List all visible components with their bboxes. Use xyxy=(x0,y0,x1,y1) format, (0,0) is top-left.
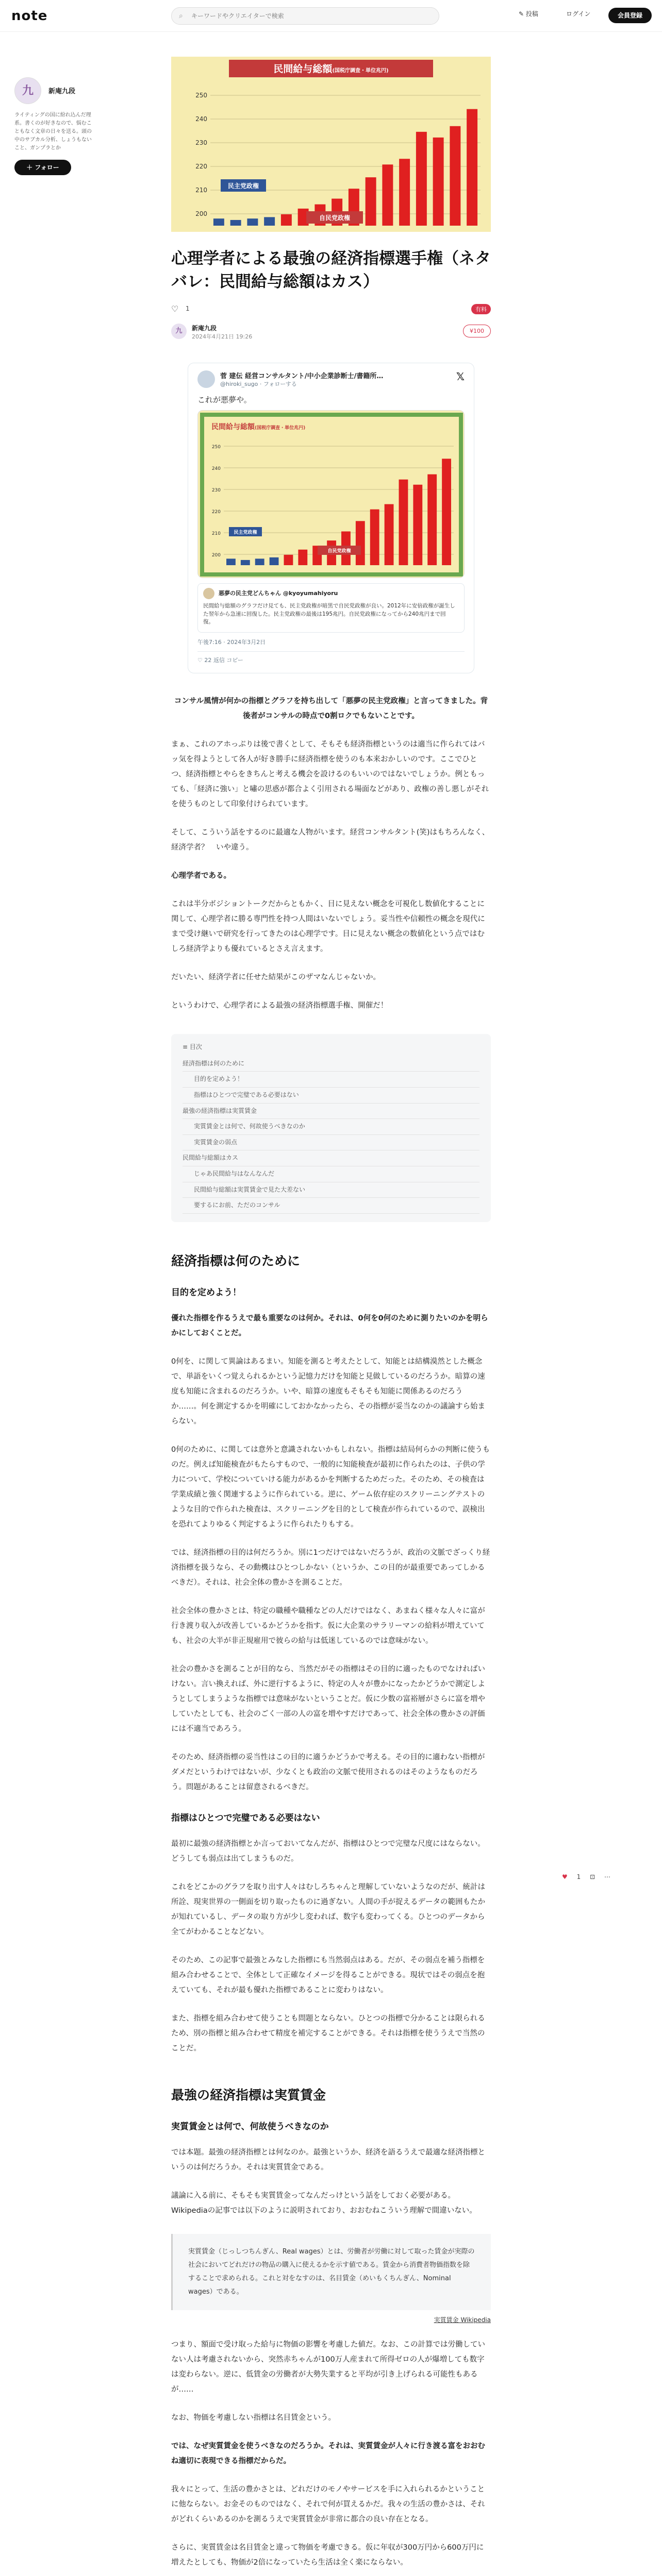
toc-item[interactable]: 経済指標は何のために xyxy=(183,1056,479,1072)
hero-bars xyxy=(213,109,477,226)
heart-icon[interactable]: ♡ xyxy=(171,303,179,314)
intro-paragraph-3: そして、こういう話をするのに最適な人物がいます。経営コンサルタント(笑)はもちろんなく、経済学者？ いや違う。 xyxy=(171,828,490,852)
tick-label: 250 xyxy=(195,92,207,99)
s1-paragraph-6: 社会の豊かさを測ることが目的なら、当然だがその指標はその目的に適ったものでなければいけない。言い換えれば、外に逆行するように、特定の人々が豊かになったかどうかで測定しようとしてしまうような指標では意味がないということだ。仮に少数の富裕層がさらに富を増やしていたとしても、社会のごく一部の人の富を増やすだけであって、社会全体の豊かさの評価には不適当であろう。 xyxy=(171,1665,485,1733)
ldp-label: 自民党政権 xyxy=(319,214,351,222)
quoted-avatar xyxy=(203,588,214,599)
s2-paragraph-3: つまり、額面で受け取った給与に物価の影響を考慮した値だ。なお、この計算では労働していない人は考慮されないから、突然赤ちゃんが100万人産まれて所得ゼロの人が爆増しても数字は変わらない。逆に、低賃金の労働者が大勢失業すると平均が引き上げられる可能性もあるが…… xyxy=(171,2340,485,2394)
search-icon: ⌕ xyxy=(179,12,183,20)
s2-paragraph-2: 議論に入る前に、そもそも実質賃金ってなんだっけという話をしておく必要がある。Wikipediaの記事では以下のように説明されており、おおむねこういう理解で間違いない。 xyxy=(171,2191,477,2215)
hero-title: 民間給与総額(国税庁調査・単位兆円) xyxy=(273,63,389,75)
chart-bar xyxy=(264,217,275,226)
chart-bar xyxy=(241,560,250,565)
author-sidebar xyxy=(14,77,92,175)
toc-item[interactable]: 実質賃金の弱点 xyxy=(183,1135,479,1151)
tick-label: 200 xyxy=(211,552,221,558)
chart-bar xyxy=(230,220,241,226)
tick-label: 220 xyxy=(195,163,207,170)
chart-bar xyxy=(433,138,444,226)
toc-item[interactable]: 目的を定めよう！ xyxy=(183,1072,479,1088)
note-logo[interactable]: note xyxy=(11,8,48,24)
publish-date: 2024年4月21日 19:26 xyxy=(192,333,253,340)
chart-bar xyxy=(399,480,408,565)
table-of-contents xyxy=(171,1034,491,1222)
signup-button[interactable]: 会員登録 xyxy=(608,8,652,23)
chart-bar xyxy=(370,510,379,565)
tick-label: 220 xyxy=(211,509,221,515)
chart-bar xyxy=(298,550,307,565)
floating-heart-icon[interactable]: ♥ xyxy=(562,1873,568,1880)
search-box[interactable] xyxy=(171,7,439,25)
chart-bar xyxy=(450,126,460,226)
chart-bar xyxy=(413,485,422,565)
s2-paragraph-7: さらに、実質賃金は名目賃金と違って物価を考慮できる。仮に年収が300万円から600万円に増えたとしても、物価が2倍になっていたら生活は全く楽にならない。 xyxy=(171,2543,484,2567)
article-title: 心理学者による最強の経済指標選手権（ネタバレ：民間給与総額はカス） xyxy=(171,249,491,291)
quote-source-link[interactable]: 実質賃金 Wikipedia xyxy=(434,2316,491,2324)
top-navigation-bar xyxy=(0,0,662,32)
toc-item[interactable]: 要するにお前、ただのコンサル xyxy=(183,1198,479,1214)
toc-item[interactable]: 民間給与総額はカス xyxy=(183,1150,479,1166)
intro-paragraph-5: これは半分ボジショントークだからともかく、目に見えない概念を可視化し数値化することに関して、心理学者に勝る専門性を持つ人間はいないでしょう。妥当性や信頼性の概念を現代にまで受け継いで研究を行ってきたのは心理学です。目に見えない概念の数値化という点ではむしろ経済学よりも優れているとさえ言えます。 xyxy=(171,900,485,953)
tick-label: 230 xyxy=(195,139,207,146)
s2-paragraph-6: 我々にとって、生活の豊かさとは、どれだけのモノやサービスを手に入れられるかということに他ならない。お金そのものではなく、それで何が買えるかだ。我々の生活の豊かさは、それがどれくらいあるのかを測るうえで実質賃金が非常に都合の良い存在となる。 xyxy=(171,2485,485,2523)
toc-heading xyxy=(183,1042,479,1051)
paid-badge: 有料 xyxy=(471,304,491,314)
s1-paragraph-4: では、経済指標の目的は何だろうか。別に1つだけではないだろうが、政治の文脈でざっくり経済指標を扱うなら、その動機はひとつしかない（というか、この目的が最重要であってしかるべきだ）。それは、社会全体の豊かさを測ることだ。 xyxy=(171,1548,490,1587)
chart-bar xyxy=(467,109,477,226)
tick-label: 250 xyxy=(211,444,221,450)
hero-chart-svg xyxy=(171,57,491,232)
intro-paragraph-6: だいたい、経済学者に任せた結果がこのザマなんじゃないか。 xyxy=(171,973,380,981)
toc-item[interactable]: 指標はひとつで完璧である必要はない xyxy=(183,1088,479,1104)
embedded-tweet[interactable] xyxy=(188,363,474,673)
tweet-chart-title: 民間給与総額(国税庁調査・単位兆円) xyxy=(211,422,306,431)
s1-paragraph-2: 0何を、に関して異論はあるまい。知能を測ると考えたとして、知能とは結構漠然とした概念で、単語をいくつ覚えられるかという記憶力だけを知能と見做しているのだろうか。暗算の速度も知能に含まれるのだろうか。いや、暗算の速度もそもそも知能に関係あるのだろうか……。何を測定するかを明確にしておかなかったら、その指標が妥当なのかの議論すら始まらない。 xyxy=(171,1357,485,1426)
search-input[interactable] xyxy=(191,8,434,24)
tweet-dpj-label: 民主党政権 xyxy=(234,530,257,535)
tick-label: 240 xyxy=(195,115,207,123)
chart-bar xyxy=(442,459,451,565)
s1-paragraph-11: また、指標を組み合わせて使うことも問題とならない。ひとつの指標で分かることは限られるため、別の指標と組み合わせて精度を補完することができる。それは指標を使ううえで当然のことだ。 xyxy=(171,2014,485,2053)
chart-bar xyxy=(255,558,264,565)
tweet-chart-svg xyxy=(198,411,465,578)
intro-paragraph-1: コンサル風情が何かの指標とグラフを持ち出して「悪夢の民主党政権」と言ってきました。背後者がコンサルの時点で0割ロクでもないことです。 xyxy=(174,697,488,720)
tweet-ldp-label: 自民党政権 xyxy=(327,548,351,554)
chart-bar xyxy=(284,555,293,565)
intro-paragraph-4: 心理学者である。 xyxy=(171,871,231,880)
subheading-2a: 実質賃金とは何で、何故使うべきなのか xyxy=(171,2121,329,2132)
toc-item[interactable]: 最強の経済指標は実質賃金 xyxy=(183,1104,479,1120)
s1-paragraph-9: これをどこかのグラフを取り出す人々はむしろちゃんと理解していないようなのだが、統計は所詮、現実世界の一側面を切り取ったものに過ぎない。人間の手が捉えるデータの範囲もたかが知れているし、データの取り方が少し変われば、数字も変わってくる。ひとつのデータから全てがわかることなどない。 xyxy=(171,1883,485,1936)
tick-label: 210 xyxy=(211,531,221,536)
post-button[interactable] xyxy=(519,9,538,18)
list-icon: ≡ xyxy=(183,1043,190,1050)
toc-item[interactable]: 実質賃金とは何で、何故使うべきなのか xyxy=(183,1119,479,1135)
chart-bar xyxy=(427,474,437,565)
tweet-text: これが悪夢や。 xyxy=(197,395,252,404)
s1-paragraph-5: 社会全体の豊かさとは、特定の職種や職種などの人だけではなく、あまねく様々な人々に富が行き渡り収入が改善しているかどうかを指す。仮に大企業のサラリーマンの給料が増えていても、社会の大半が非正規雇用で彼らの給与は低迷しているのでは意味がない。 xyxy=(171,1606,485,1645)
chart-bar xyxy=(226,558,236,565)
chart-bar xyxy=(385,504,394,565)
tweet-author-name[interactable]: 菅 建伝 経営コンサルタント/中小企業診断士/書籍所… xyxy=(220,372,384,380)
tweet-avatar xyxy=(197,370,215,388)
tweet-actions[interactable]: ♡ 22 返信 コピー xyxy=(197,651,465,666)
author-bio: ライティングの国に紛れ込んだ理系。書くのが好きなので、悩むこともなく文章の日々を送る。頭の中のサブカル分析、しょうもないこと、ガンプラとか xyxy=(14,112,92,151)
toc-heading-label: 目次 xyxy=(189,1043,202,1050)
quoted-tweet[interactable] xyxy=(197,583,465,633)
tick-label: 240 xyxy=(211,466,221,471)
s1-paragraph-8: 最初に最強の経済指標とか言っておいてなんだが、指標はひとつで完璧な尺度にはならない。どうしても弱点は出てしまうものだ。 xyxy=(171,1839,485,1863)
intro-paragraph-2: まぁ、これのアホっぷりは後で書くとして、そもそも経済指標というのは適当に作られてはバッ気を得ようとして各人が好き勝手に経済指標を使うのも本来おかしいのです。ここでひとつ、経済指標とやらをきちんと考える機会を設けるのもいいのではないでしょうか。例ともっても、「経済に強い」と嘯の思惑が都合よく引用される場面などがあり、政権の善し悪しがそれを使うものとして印象付けられています。 xyxy=(171,740,489,808)
chart-bar xyxy=(366,177,376,226)
s2-paragraph-5: では、なぜ実質賃金を使うべきなのだろうか。それは、実質賃金が人々に行き渡る富をおおむね適切に表現できる指標だからだ。 xyxy=(171,2442,485,2465)
pencil-icon: ✎ xyxy=(519,10,526,18)
toc-item[interactable]: じゃあ民間給与はなんなんだ xyxy=(183,1166,479,1182)
chart-bar xyxy=(247,218,258,226)
chart-bar xyxy=(382,164,393,226)
avatar[interactable]: 九 xyxy=(14,77,41,104)
chart-bar xyxy=(356,521,365,565)
tick-label: 230 xyxy=(211,487,221,493)
author-name-inline[interactable]: 新庵九段 xyxy=(192,324,217,332)
chart-bar xyxy=(270,557,279,565)
toc-item[interactable]: 民間給与総額は実質賃金で見た大差ない xyxy=(183,1182,479,1198)
article-body xyxy=(171,694,491,1013)
section-heading-1: 経済指標は何のために xyxy=(171,1253,301,1268)
x-logo-icon[interactable]: 𝕏 xyxy=(456,370,465,383)
s2-paragraph-4: なお、物価を考慮しない指標は名目賃金という。 xyxy=(171,2413,336,2422)
section-heading-2: 最強の経済指標は実質賃金 xyxy=(171,2087,326,2103)
s2-paragraph-1: では本題。最強の経済指標とは何なのか。最強というか、経済を語るうえで最適な経済指標というのは何だろうか。それは実質賃金である。 xyxy=(171,2148,485,2172)
post-label: 投稿 xyxy=(525,10,538,18)
dpj-label: 民主党政権 xyxy=(227,182,259,190)
intro-paragraph-7: というわけで、心理学者による最強の経済指標選手権、開催だ！ xyxy=(171,1001,388,1010)
subheading-1a: 目的を定めよう！ xyxy=(171,1287,241,1298)
s1-paragraph-7: そのため、経済指標の妥当性はこの目的に適うかどうかで考える。その目的に適わない指標がダメだというわけではないが、少なくとも政治の文脈で使用されるのはそのようなものだろう。問題があることは留意されるべきだ。 xyxy=(171,1753,485,1791)
like-count: 1 xyxy=(186,304,190,312)
quoted-text: 民間給与総額のグラフだけ見ても、民主党政権が暗黒で自民党政権が良い。2012年に安倍政権が誕生した翌年から急速に回復した。民主党政権の最後は195兆円。自民党政権になってから240兆円まで回復。 xyxy=(203,602,455,625)
plus-icon: ＋ xyxy=(26,164,35,171)
chart-bar xyxy=(213,218,224,226)
author-avatar[interactable]: 九 xyxy=(171,324,187,339)
floating-like-count: 1 xyxy=(576,1873,581,1880)
tweet-chart-image xyxy=(197,410,465,578)
share-icon[interactable]: ⋯ xyxy=(604,1873,610,1880)
blockquote: 実質賃金（じっしつちんぎん、Real wages）とは、労働者が労働に対して取った賃金が実際の社会においてどれだけの物品の購入に使えるかを示す値である。賃金から消費者物価指数を除することで求められる。これと対をなすのは、名目賃金（めいもくちんぎん、Nominal wages）である。 xyxy=(171,2234,491,2310)
s1-paragraph-10: そのため、この記事で最強とみなした指標にも当然弱点はある。だが、その弱点を補う指標を組み合わせることで、全体として正確なイメージを得ることができる。現状ではその弱点を抱えていても、それが最も優れた指標であることに変わりはない。 xyxy=(171,1956,485,1994)
login-link[interactable]: ログイン xyxy=(566,10,591,18)
chart-bar xyxy=(416,132,427,226)
article-main xyxy=(171,57,491,2570)
chart-bar xyxy=(399,159,410,226)
author-row xyxy=(171,324,491,344)
subheading-1b: 指標はひとつで完璧である必要はない xyxy=(171,1812,320,1823)
tick-label: 210 xyxy=(195,187,207,194)
tweet-handle[interactable]: @hiroki_sugo · フォローする xyxy=(220,380,297,387)
floating-actions xyxy=(562,1873,618,1880)
tick-label: 200 xyxy=(195,210,207,217)
tweet-time[interactable]: 午後7:16 · 2024年3月2日 xyxy=(197,638,266,646)
price-button[interactable]: ¥100 xyxy=(463,325,491,337)
follow-button[interactable] xyxy=(14,160,71,175)
quoted-author[interactable]: 悪夢の民主党どんちゃん @kyoyumahiyoru xyxy=(219,589,338,597)
bookmark-icon[interactable]: ⊡ xyxy=(590,1873,595,1880)
follow-label: フォロー xyxy=(35,164,59,171)
author-name[interactable]: 新庵九段 xyxy=(48,88,76,95)
toc-list xyxy=(183,1056,479,1214)
hero-image xyxy=(171,57,491,232)
article-meta xyxy=(171,303,491,316)
s1-paragraph-3: 0何のために、に関しては意外と意識されないかもしれない。指標は結局何らかの判断に使うものだ。例えば知能検査がもたらすもので、一般的に知能検査が最初に作られたのは、子供の学力について、学校についていける能力があるかを判断するためだった。そのため、その検査は学業成績と強く関連するように作られている。逆に、ゲーム依存症のスクリーニングテストのような目的で作られた検査は、スクリーニングを目的として検査が作られているので、誤検出を恐れてよりゆるく判定するように作られたりもする。 xyxy=(171,1445,490,1529)
s1-paragraph-1: 優れた指標を作るうえで最も重要なのは何か。それは、0何を0何のために測りたいのかを明らかにしておくことだ。 xyxy=(171,1314,488,1337)
chart-bar xyxy=(281,214,292,226)
